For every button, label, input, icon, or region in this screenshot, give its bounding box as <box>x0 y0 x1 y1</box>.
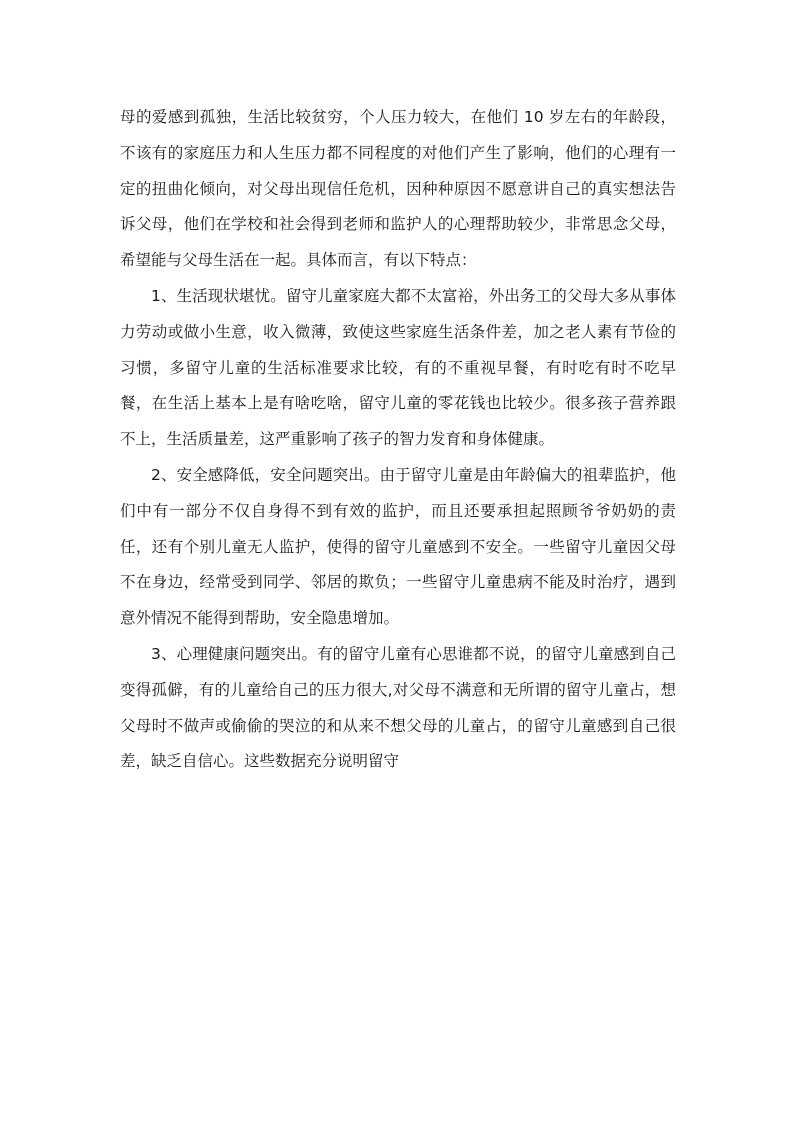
paragraph-intro: 母的爱感到孤独，生活比较贫穷，个人压力较大，在他们 10 岁左右的年龄段，不该有的家庭压力和人生压力都不同程度的对他们产生了影响，他们的心理有一定的扭曲化倾向，对父母出现信任危机，因种种原因不愿意讲自己的真实想法告诉父母，他们在学校和社会得到老师和监护人的心理帮助较少，非常思念父母，希望能与父母生活在一起。具体而言，有以下特点： <box>120 108 676 270</box>
paragraph-point-3: 3、心理健康问题突出。有的留守儿童有心思谁都不说，的留守儿童感到自己变得孤僻，有的儿童给自己的压力很大,对父母不满意和无所谓的留守儿童占，想父母时不做声或偷偷的哭泣的和从来不想父母的儿童占，的留守儿童感到自己很差，缺乏自信心。这些数据充分说明留守 <box>120 644 676 771</box>
paragraph-point-2: 2、安全感降低，安全问题突出。由于留守儿童是由年龄偏大的祖辈监护，他们中有一部分不仅自身得不到有效的监护，而且还要承担起照顾爷爷奶奶的责任，还有个别儿童无人监护，使得的留守儿童感到不安全。一些留守儿童因父母不在身边，经常受到同学、邻居的欺负；一些留守儿童患病不能及时治疗，遇到意外情况不能得到帮助，安全隐患增加。 <box>120 465 676 628</box>
document-body <box>120 100 676 780</box>
paragraph-point-1: 1、生活现状堪忧。留守儿童家庭大都不太富裕，外出务工的父母大多从事体力劳动或做小生意，收入微薄，致使这些家庭生活条件差，加之老人素有节俭的习惯，多留守儿童的生活标准要求比较，有的不重视早餐，有时吃有时不吃早餐，在生活上基本上是有啥吃啥，留守儿童的零花钱也比较少。很多孩子营养跟不上，生活质量差，这严重影响了孩子的智力发育和身体健康。 <box>120 286 676 449</box>
